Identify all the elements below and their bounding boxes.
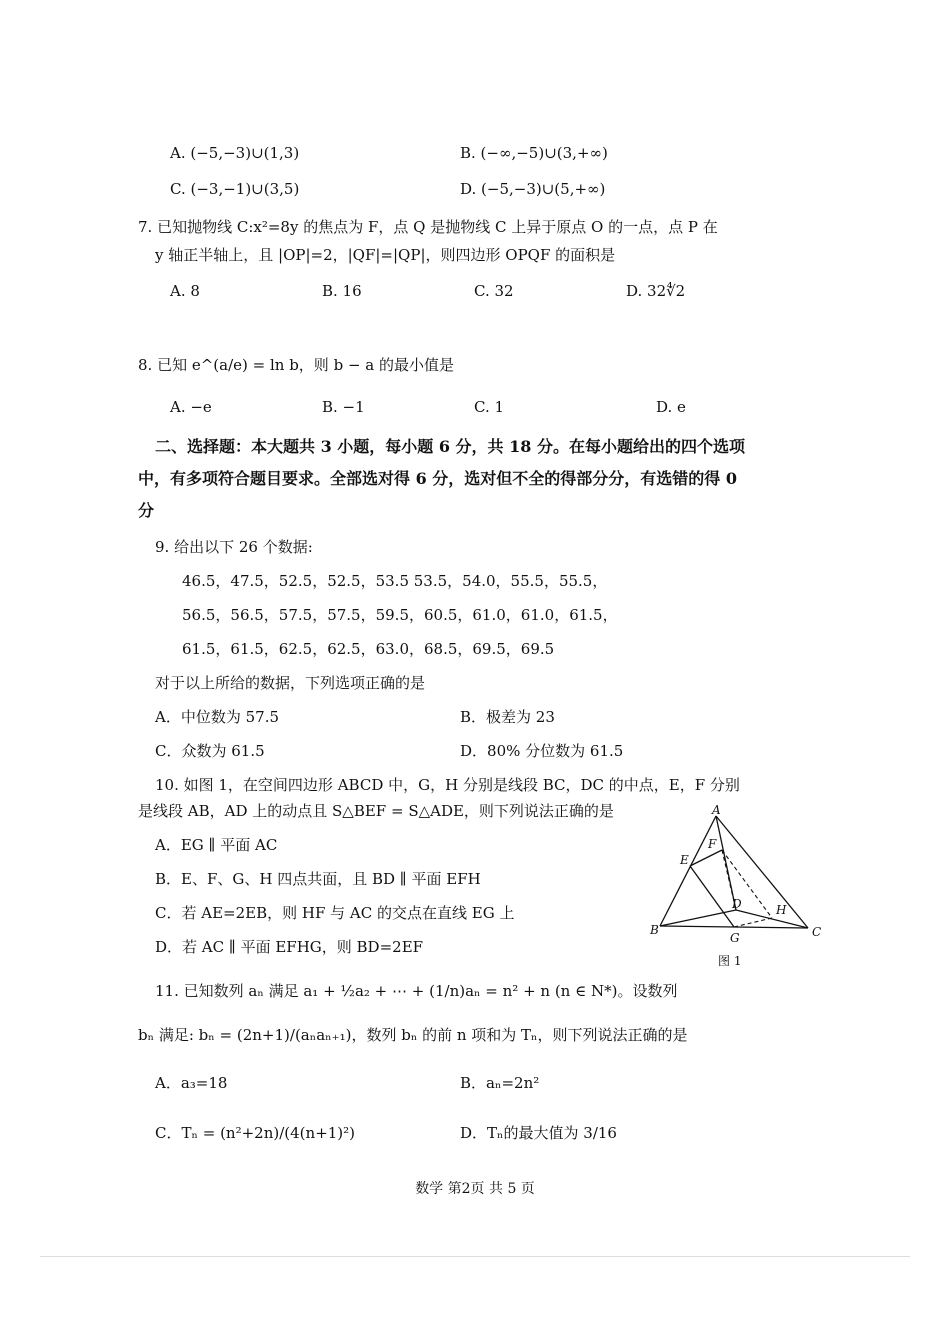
label-c: C xyxy=(812,925,822,939)
segment-fh xyxy=(722,850,772,918)
page-footer: 数学 第2页 共 5 页 xyxy=(415,1181,535,1197)
q9-option-b: B．极差为 23 xyxy=(460,708,555,726)
q11-stem-line2: bₙ 满足: bₙ = (2n+1)/(aₙaₙ₊₁)，数列 bₙ 的前 n 项和为 Tₙ，则下列说法正确的是 xyxy=(138,1026,688,1044)
q11-stem-line1: 11. 已知数列 aₙ 满足 a₁ + ½a₂ + ⋯ + (1/n)aₙ = n² + n (n ∈ N*)。设数列 xyxy=(155,982,678,1000)
q10-option-a: A．EG ∥ 平面 AC xyxy=(155,836,278,854)
edge-bd xyxy=(660,910,736,926)
q9-intro: 9. 给出以下 26 个数据: xyxy=(155,538,313,556)
figure-caption: 图 1 xyxy=(718,954,742,968)
section2-heading-line2: 中，有多项符合题目要求。全部选对得 6 分，选对但不全的得部分分，有选错的得 0 xyxy=(138,469,737,488)
edge-ad xyxy=(716,816,736,910)
q8-option-b: B. −1 xyxy=(322,398,365,416)
section2-heading-line1: 二、选择题：本大题共 3 小题，每小题 6 分，共 18 分。在每小题给出的四个选项 xyxy=(155,437,745,456)
q8-stem: 8. 已知 e^(a/e) = ln b，则 b − a 的最小值是 xyxy=(138,356,454,374)
q9-data-row2: 56.5，56.5，57.5，57.5，59.5，60.5，61.0，61.0，61.5， xyxy=(182,606,618,624)
q10-stem-line2: 是线段 AB，AD 上的动点且 S△BEF = S△ADE，则下列说法正确的是 xyxy=(138,802,614,820)
label-d: D xyxy=(732,897,742,911)
q10-option-c: C．若 AE=2EB，则 HF 与 AC 的交点在直线 EG 上 xyxy=(155,904,515,922)
q10-option-b: B．E、F、G、H 四点共面，且 BD ∥ 平面 EFH xyxy=(155,870,481,888)
label-a: A xyxy=(712,803,721,817)
q9-option-a: A．中位数为 57.5 xyxy=(155,708,279,726)
q9-stem: 对于以上所给的数据，下列选项正确的是 xyxy=(155,674,426,692)
q7-option-d: D. 32∜2 xyxy=(626,282,686,300)
figure-1 xyxy=(648,802,838,956)
segment-gh xyxy=(734,918,772,927)
q9-data-row1: 46.5，47.5，52.5，52.5，53.5 53.5，54.0，55.5，55.5， xyxy=(182,572,608,590)
q11-option-b: B．aₙ=2n² xyxy=(460,1074,540,1092)
label-e: E xyxy=(680,853,689,867)
q6-option-d: D. (−5,−3)∪(5,+∞) xyxy=(460,180,606,198)
q8-option-d: D. e xyxy=(656,398,686,416)
q11-option-c: C．Tₙ = (n²+2n)/(4(n+1)²) xyxy=(155,1124,356,1142)
edge-ab xyxy=(660,816,716,926)
q6-option-a: A. (−5,−3)∪(1,3) xyxy=(170,144,300,162)
q7-option-c: C. 32 xyxy=(474,282,514,300)
q6-option-b: B. (−∞,−5)∪(3,+∞) xyxy=(460,144,608,162)
section2-heading-line3: 分 xyxy=(138,501,155,520)
q10-stem-line1: 10. 如图 1，在空间四边形 ABCD 中，G，H 分别是线段 BC，DC 的中点，E，F 分别 xyxy=(155,776,740,794)
q8-option-a: A. −e xyxy=(170,398,212,416)
q10-option-d: D．若 AC ∥ 平面 EFHG，则 BD=2EF xyxy=(155,938,424,956)
label-f: F xyxy=(708,837,717,851)
q9-option-c: C．众数为 61.5 xyxy=(155,742,265,760)
label-g: G xyxy=(730,931,740,945)
q8-option-c: C. 1 xyxy=(474,398,505,416)
q11-option-d: D．Tₙ的最大值为 3/16 xyxy=(460,1124,617,1142)
q7-option-a: A. 8 xyxy=(170,282,200,300)
q9-option-d: D．80% 分位数为 61.5 xyxy=(460,742,624,760)
label-b: B xyxy=(650,923,659,937)
q11-option-a: A．a₃=18 xyxy=(155,1074,228,1092)
edge-dc xyxy=(736,910,808,928)
q6-option-c: C. (−3,−1)∪(3,5) xyxy=(170,180,300,198)
label-h: H xyxy=(776,903,787,917)
q7-stem-line1: 7. 已知抛物线 C:x²=8y 的焦点为 F，点 Q 是抛物线 C 上异于原点 O 的一点，点 P 在 xyxy=(138,218,718,236)
q7-stem-line2: y 轴正半轴上，且 |OP|=2，|QF|=|QP|，则四边形 OPQF 的面积是 xyxy=(155,246,616,264)
tetrahedron-diagram xyxy=(648,802,838,952)
q7-option-b: B. 16 xyxy=(322,282,362,300)
page-bottom-rule xyxy=(40,1256,910,1257)
q9-data-row3: 61.5，61.5，62.5，62.5，63.0，68.5，69.5，69.5 xyxy=(182,640,555,658)
